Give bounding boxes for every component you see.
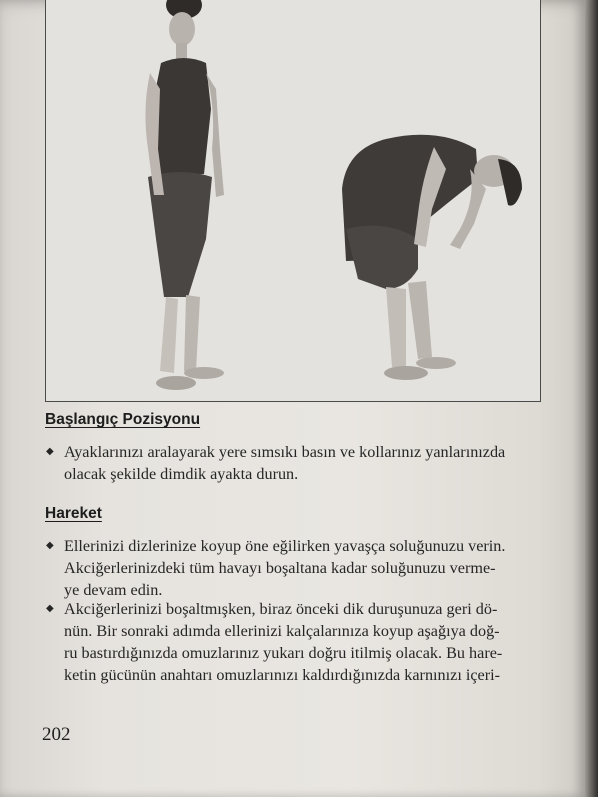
text-line: olacak şekilde dimdik ayakta durun.: [64, 465, 299, 483]
bullet-icon: ◆: [46, 446, 54, 457]
text-line: ye devam edin.: [64, 581, 163, 599]
text-line: Akciğerlerinizdeki tüm havayı boşaltana kadar soluğunuzu verme-: [64, 559, 496, 577]
bullet-paragraph: [46, 598, 546, 686]
bullet-paragraph: [46, 535, 546, 601]
text-line: ru bastırdığınızda omuzlarınız yukarı doğru itilmiş olacak. Bu hare-: [64, 644, 503, 662]
text-line: nün. Bir sonraki adımda ellerinizi kalçalarınıza koyup aşağıya doğ-: [64, 622, 500, 640]
bullet-icon: ◆: [46, 603, 54, 614]
exercise-figures-image: [46, 0, 540, 401]
text-line: Ayaklarınızı aralayarak yere sımsıkı basın ve kollarınız yanlarınızda: [64, 443, 506, 461]
exercise-illustration: [45, 0, 541, 402]
bullet-icon: ◆: [46, 540, 54, 551]
book-edge-shadow: [585, 0, 598, 797]
text-line: Akciğerlerinizi boşaltmışken, biraz önceki dik duruşunuza geri dö-: [64, 600, 498, 618]
section-heading-movement: Hareket: [45, 505, 102, 522]
text-line: Ellerinizi dizlerinize koyup öne eğilirken yavaşça soluğunuzu verin.: [64, 537, 506, 555]
bullet-paragraph: [46, 441, 546, 485]
text-line: ketin gücünün anahtarı omuzlarınızı kaldırdığınızda karnınızı içeri-: [64, 666, 501, 684]
bending-figure: [342, 135, 522, 380]
section-heading-start-position: Başlangıç Pozisyonu: [45, 411, 201, 428]
page-number: 202: [42, 724, 71, 745]
standing-figure: [145, 0, 224, 390]
